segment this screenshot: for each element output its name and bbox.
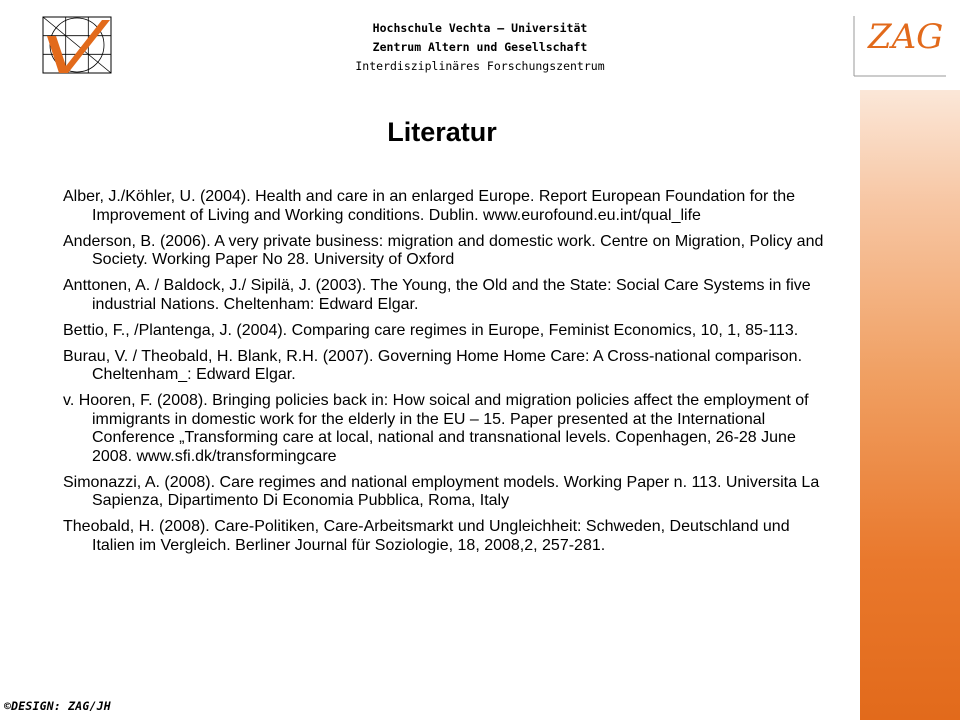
reference-item: Simonazzi, A. (2008). Care regimes and national employment models. Working Paper n. 113. Universita La Sapienza, Dipartimento Di Economia Pubblica, Roma, Italy — [63, 473, 820, 509]
zag-logo — [848, 6, 948, 86]
reference-item: Anttonen, A. / Baldock, J./ Sipilä, J. (2003). The Young, the Old and the State: Social Care Systems in five industrial Nations. Cheltenham: Edward Elgar. — [63, 277, 811, 313]
reference-item: Burau, V. / Theobald, H. Blank, R.H. (2007). Governing Home Home Care: A Cross-national comparison. Cheltenham_: Edward Elgar. — [63, 347, 803, 383]
header-line-research: Interdisziplinäres Forschungszentrum — [355, 59, 605, 73]
university-logo — [42, 16, 112, 74]
zag-logo-text: ZAG — [868, 17, 944, 57]
reference-item: Theobald, H. (2008). Care-Politiken, Care-Arbeitsmarkt und Ungleichheit: Schweden, Deutschland und Italien im Vergleich. Berliner Journal für Soziologie, 18, 2008,2, 257-281. — [63, 518, 790, 554]
header-line-university: Hochschule Vechta – Universität — [372, 21, 588, 35]
reference-item: Bettio, F., /Plantenga, J. (2004). Comparing care regimes in Europe, Feminist Economics, 10, 1, 85-113. — [63, 321, 799, 339]
reference-item: Anderson, B. (2006). A very private business: migration and domestic work. Centre on Migration, Policy and Society. Working Paper No 28. University of Oxford — [63, 232, 824, 268]
decorative-side-bar — [860, 90, 960, 720]
reference-item: Alber, J./Köhler, U. (2004). Health and care in an enlarged Europe. Report European Foundation for the Improvement of Living and Working conditions. Dublin. www.eurofound.eu.int/qual_life — [63, 188, 796, 224]
page-title: Literatur — [387, 117, 497, 147]
reference-list — [63, 188, 833, 563]
reference-item: v. Hooren, F. (2008). Bringing policies back in: How soical and migration policies affect the employment of immigrants in domestic work for the elderly in the EU – 15. Paper presented at the International Conference „Transforming care at local, national and transnational levels. Copenhagen, 26-28 June 2008. www.sfi.dk/transformingcare — [63, 392, 809, 465]
institution-header — [300, 19, 660, 76]
design-credit: ©DESIGN: ZAG/JH — [4, 699, 111, 713]
header-line-center: Zentrum Altern und Gesellschaft — [372, 40, 588, 54]
